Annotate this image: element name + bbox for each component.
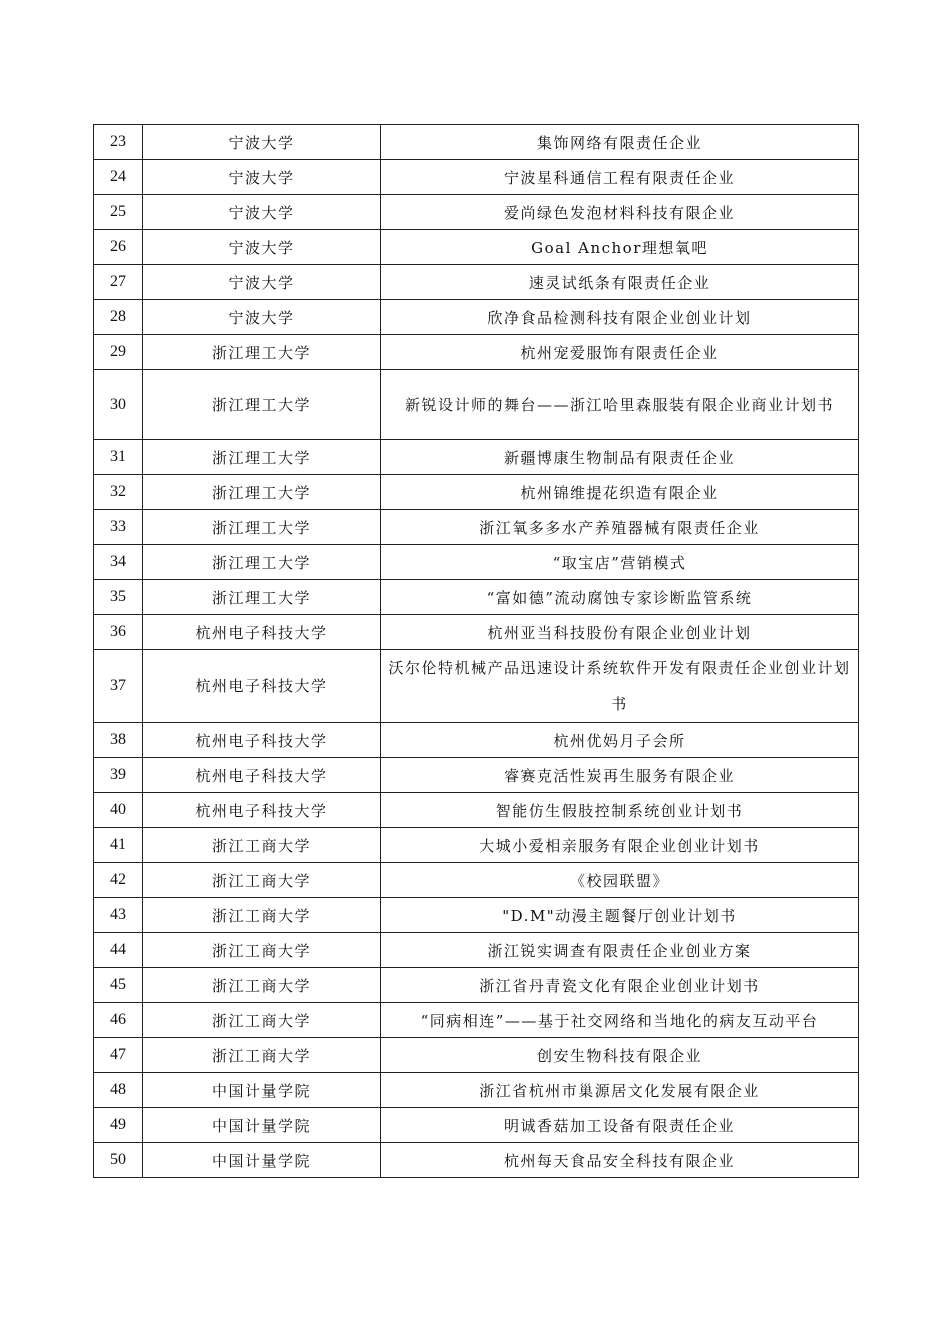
project-name-cell: “取宝店”营销模式 bbox=[381, 545, 859, 580]
row-number-cell: 40 bbox=[94, 793, 143, 828]
table-row bbox=[94, 510, 859, 545]
school-cell: 浙江工商大学 bbox=[143, 1038, 381, 1073]
project-name-cell: 明诚香菇加工设备有限责任企业 bbox=[381, 1108, 859, 1143]
school-cell: 中国计量学院 bbox=[143, 1108, 381, 1143]
project-name-cell: 大城小爱相亲服务有限企业创业计划书 bbox=[381, 828, 859, 863]
project-name-cell: 欣净食品检测科技有限企业创业计划 bbox=[381, 300, 859, 335]
school-cell: 宁波大学 bbox=[143, 300, 381, 335]
school-cell: 浙江理工大学 bbox=[143, 440, 381, 475]
project-name-cell: 《校园联盟》 bbox=[381, 863, 859, 898]
project-name-cell: 杭州亚当科技股份有限企业创业计划 bbox=[381, 615, 859, 650]
project-name-cell: 杭州每天食品安全科技有限企业 bbox=[381, 1143, 859, 1178]
school-cell: 浙江理工大学 bbox=[143, 370, 381, 440]
project-name-cell: 智能仿生假肢控制系统创业计划书 bbox=[381, 793, 859, 828]
row-number-cell: 50 bbox=[94, 1143, 143, 1178]
table-row bbox=[94, 968, 859, 1003]
school-cell: 杭州电子科技大学 bbox=[143, 793, 381, 828]
row-number-cell: 38 bbox=[94, 723, 143, 758]
row-number-cell: 41 bbox=[94, 828, 143, 863]
school-cell: 宁波大学 bbox=[143, 160, 381, 195]
school-cell: 浙江理工大学 bbox=[143, 475, 381, 510]
row-number-cell: 23 bbox=[94, 125, 143, 160]
table-row bbox=[94, 828, 859, 863]
table-row bbox=[94, 545, 859, 580]
row-number-cell: 24 bbox=[94, 160, 143, 195]
row-number-cell: 45 bbox=[94, 968, 143, 1003]
project-name-cell: 浙江省丹青瓷文化有限企业创业计划书 bbox=[381, 968, 859, 1003]
table-row bbox=[94, 335, 859, 370]
table-row bbox=[94, 580, 859, 615]
table-row bbox=[94, 265, 859, 300]
row-number-cell: 48 bbox=[94, 1073, 143, 1108]
row-number-cell: 46 bbox=[94, 1003, 143, 1038]
row-number-cell: 26 bbox=[94, 230, 143, 265]
school-cell: 浙江工商大学 bbox=[143, 968, 381, 1003]
school-cell: 杭州电子科技大学 bbox=[143, 615, 381, 650]
table-row bbox=[94, 300, 859, 335]
project-name-cell: “同病相连”——基于社交网络和当地化的病友互动平台 bbox=[381, 1003, 859, 1038]
row-number-cell: 29 bbox=[94, 335, 143, 370]
school-cell: 浙江工商大学 bbox=[143, 828, 381, 863]
table-row bbox=[94, 1038, 859, 1073]
table-row bbox=[94, 933, 859, 968]
row-number-cell: 33 bbox=[94, 510, 143, 545]
row-number-cell: 28 bbox=[94, 300, 143, 335]
project-table bbox=[93, 124, 859, 1178]
row-number-cell: 31 bbox=[94, 440, 143, 475]
school-cell: 浙江理工大学 bbox=[143, 580, 381, 615]
project-name-cell: 浙江省杭州市巢源居文化发展有限企业 bbox=[381, 1073, 859, 1108]
school-cell: 浙江工商大学 bbox=[143, 1003, 381, 1038]
row-number-cell: 39 bbox=[94, 758, 143, 793]
project-name-cell: Goal Anchor理想氧吧 bbox=[381, 230, 859, 265]
row-number-cell: 34 bbox=[94, 545, 143, 580]
school-cell: 浙江理工大学 bbox=[143, 335, 381, 370]
row-number-cell: 37 bbox=[94, 650, 143, 723]
table-row bbox=[94, 1143, 859, 1178]
project-name-cell: 浙江氧多多水产养殖器械有限责任企业 bbox=[381, 510, 859, 545]
table-row bbox=[94, 125, 859, 160]
table-row bbox=[94, 793, 859, 828]
row-number-cell: 43 bbox=[94, 898, 143, 933]
table-row bbox=[94, 898, 859, 933]
project-name-cell: 沃尔伦特机械产品迅速设计系统软件开发有限责任企业创业计划书 bbox=[381, 650, 859, 723]
row-number-cell: 25 bbox=[94, 195, 143, 230]
row-number-cell: 30 bbox=[94, 370, 143, 440]
table-row bbox=[94, 863, 859, 898]
project-name-cell: “富如德”流动腐蚀专家诊断监管系统 bbox=[381, 580, 859, 615]
school-cell: 宁波大学 bbox=[143, 125, 381, 160]
table-row bbox=[94, 1108, 859, 1143]
project-table-body bbox=[94, 125, 859, 1178]
school-cell: 杭州电子科技大学 bbox=[143, 758, 381, 793]
project-name-cell: 新锐设计师的舞台——浙江哈里森服装有限企业商业计划书 bbox=[381, 370, 859, 440]
table-row bbox=[94, 160, 859, 195]
row-number-cell: 36 bbox=[94, 615, 143, 650]
project-name-cell: 杭州优妈月子会所 bbox=[381, 723, 859, 758]
row-number-cell: 35 bbox=[94, 580, 143, 615]
project-name-cell: 创安生物科技有限企业 bbox=[381, 1038, 859, 1073]
school-cell: 中国计量学院 bbox=[143, 1073, 381, 1108]
project-name-cell: 新疆博康生物制品有限责任企业 bbox=[381, 440, 859, 475]
school-cell: 中国计量学院 bbox=[143, 1143, 381, 1178]
row-number-cell: 27 bbox=[94, 265, 143, 300]
school-cell: 浙江工商大学 bbox=[143, 863, 381, 898]
school-cell: 宁波大学 bbox=[143, 195, 381, 230]
school-cell: 浙江理工大学 bbox=[143, 510, 381, 545]
row-number-cell: 49 bbox=[94, 1108, 143, 1143]
project-name-cell: 速灵试纸条有限责任企业 bbox=[381, 265, 859, 300]
project-name-cell: 睿赛克活性炭再生服务有限企业 bbox=[381, 758, 859, 793]
table-row bbox=[94, 370, 859, 440]
table-row bbox=[94, 1073, 859, 1108]
table-row bbox=[94, 475, 859, 510]
row-number-cell: 44 bbox=[94, 933, 143, 968]
row-number-cell: 47 bbox=[94, 1038, 143, 1073]
school-cell: 浙江理工大学 bbox=[143, 545, 381, 580]
table-row bbox=[94, 1003, 859, 1038]
table-row bbox=[94, 650, 859, 723]
project-name-cell: 集饰网络有限责任企业 bbox=[381, 125, 859, 160]
school-cell: 宁波大学 bbox=[143, 265, 381, 300]
project-name-cell: 爱尚绿色发泡材料科技有限企业 bbox=[381, 195, 859, 230]
row-number-cell: 42 bbox=[94, 863, 143, 898]
table-row bbox=[94, 758, 859, 793]
school-cell: 杭州电子科技大学 bbox=[143, 723, 381, 758]
table-row bbox=[94, 195, 859, 230]
table-row bbox=[94, 440, 859, 475]
table-row bbox=[94, 615, 859, 650]
school-cell: 宁波大学 bbox=[143, 230, 381, 265]
school-cell: 浙江工商大学 bbox=[143, 898, 381, 933]
school-cell: 浙江工商大学 bbox=[143, 933, 381, 968]
row-number-cell: 32 bbox=[94, 475, 143, 510]
project-name-cell: 浙江锐实调查有限责任企业创业方案 bbox=[381, 933, 859, 968]
school-cell: 杭州电子科技大学 bbox=[143, 650, 381, 723]
table-row bbox=[94, 723, 859, 758]
project-name-cell: "D.M"动漫主题餐厅创业计划书 bbox=[381, 898, 859, 933]
project-name-cell: 杭州宠爱服饰有限责任企业 bbox=[381, 335, 859, 370]
project-name-cell: 宁波星科通信工程有限责任企业 bbox=[381, 160, 859, 195]
project-name-cell: 杭州锦维提花织造有限企业 bbox=[381, 475, 859, 510]
table-row bbox=[94, 230, 859, 265]
